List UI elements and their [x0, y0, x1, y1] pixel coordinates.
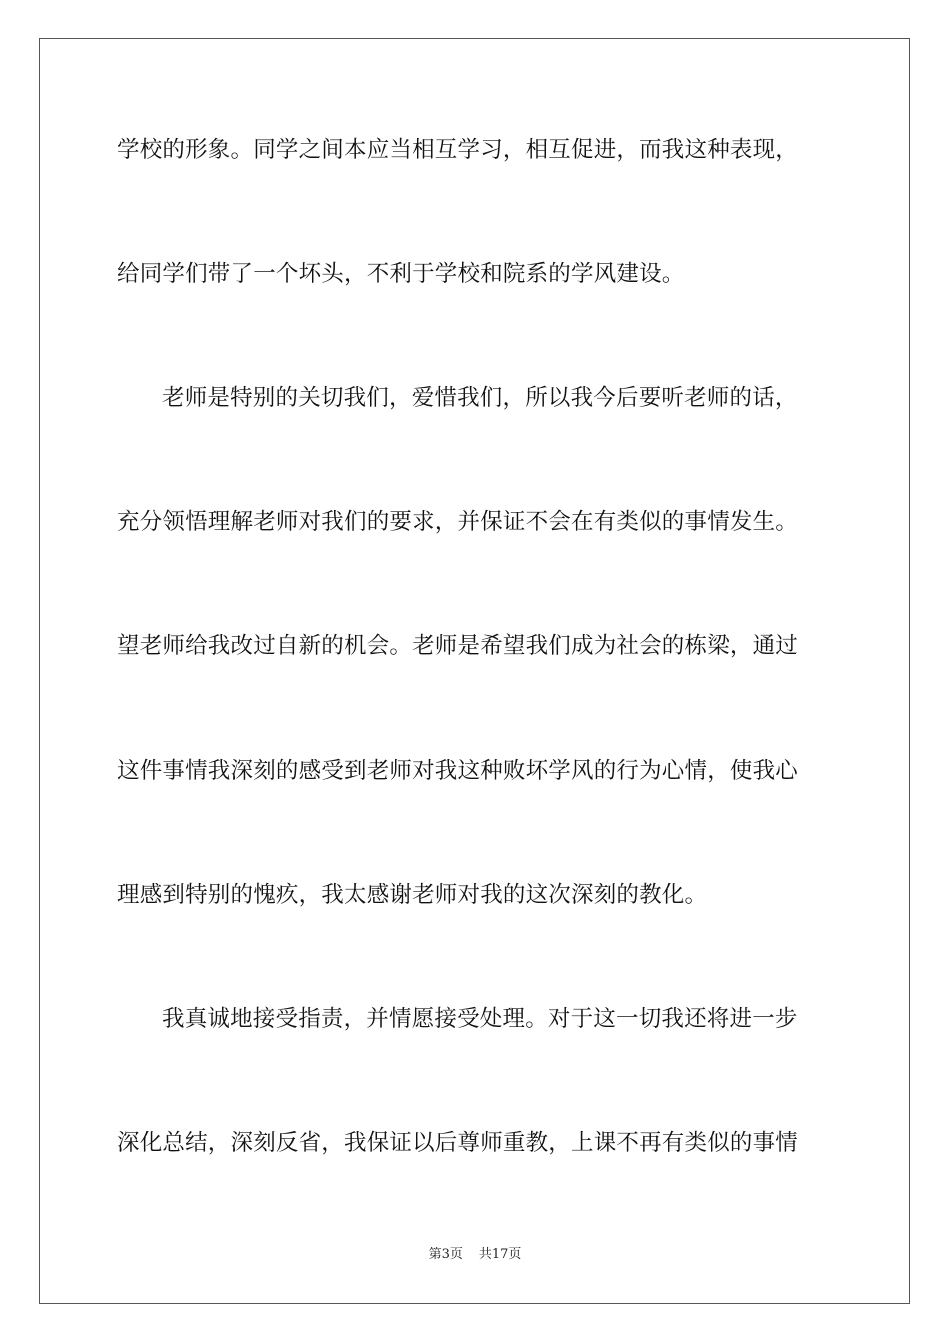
paragraph-line: 理感到特别的愧疚，我太感谢老师对我的这次深刻的教化。	[117, 882, 708, 908]
paragraph-line: 充分领悟理解老师对我们的要求，并保证不会在有类似的事情发生。	[117, 509, 799, 535]
paragraph-line: 老师是特别的关切我们，爱惜我们，所以我今后要听老师的话，	[162, 385, 798, 411]
page-number: 第3页	[428, 1247, 463, 1262]
paragraph-line: 学校的形象。同学之间本应当相互学习，相互促进，而我这种表现，	[117, 137, 799, 163]
paragraph-line: 深化总结，深刻反省，我保证以后尊师重教，上课不再有类似的事情	[117, 1130, 799, 1156]
paragraph-line: 这件事情我深刻的感受到老师对我这种败坏学风的行为心情，使我心	[117, 758, 799, 784]
page-border	[39, 38, 910, 1304]
paragraph-line: 望老师给我改过自新的机会。老师是希望我们成为社会的栋梁，通过	[117, 633, 799, 659]
paragraph-line: 给同学们带了一个坏头，不利于学校和院系的学风建设。	[117, 261, 685, 287]
paragraph-line: 我真诚地接受指责，并情愿接受处理。对于这一切我还将进一步	[162, 1006, 798, 1032]
page-total: 共17页	[478, 1247, 522, 1262]
page-footer	[0, 1246, 950, 1264]
